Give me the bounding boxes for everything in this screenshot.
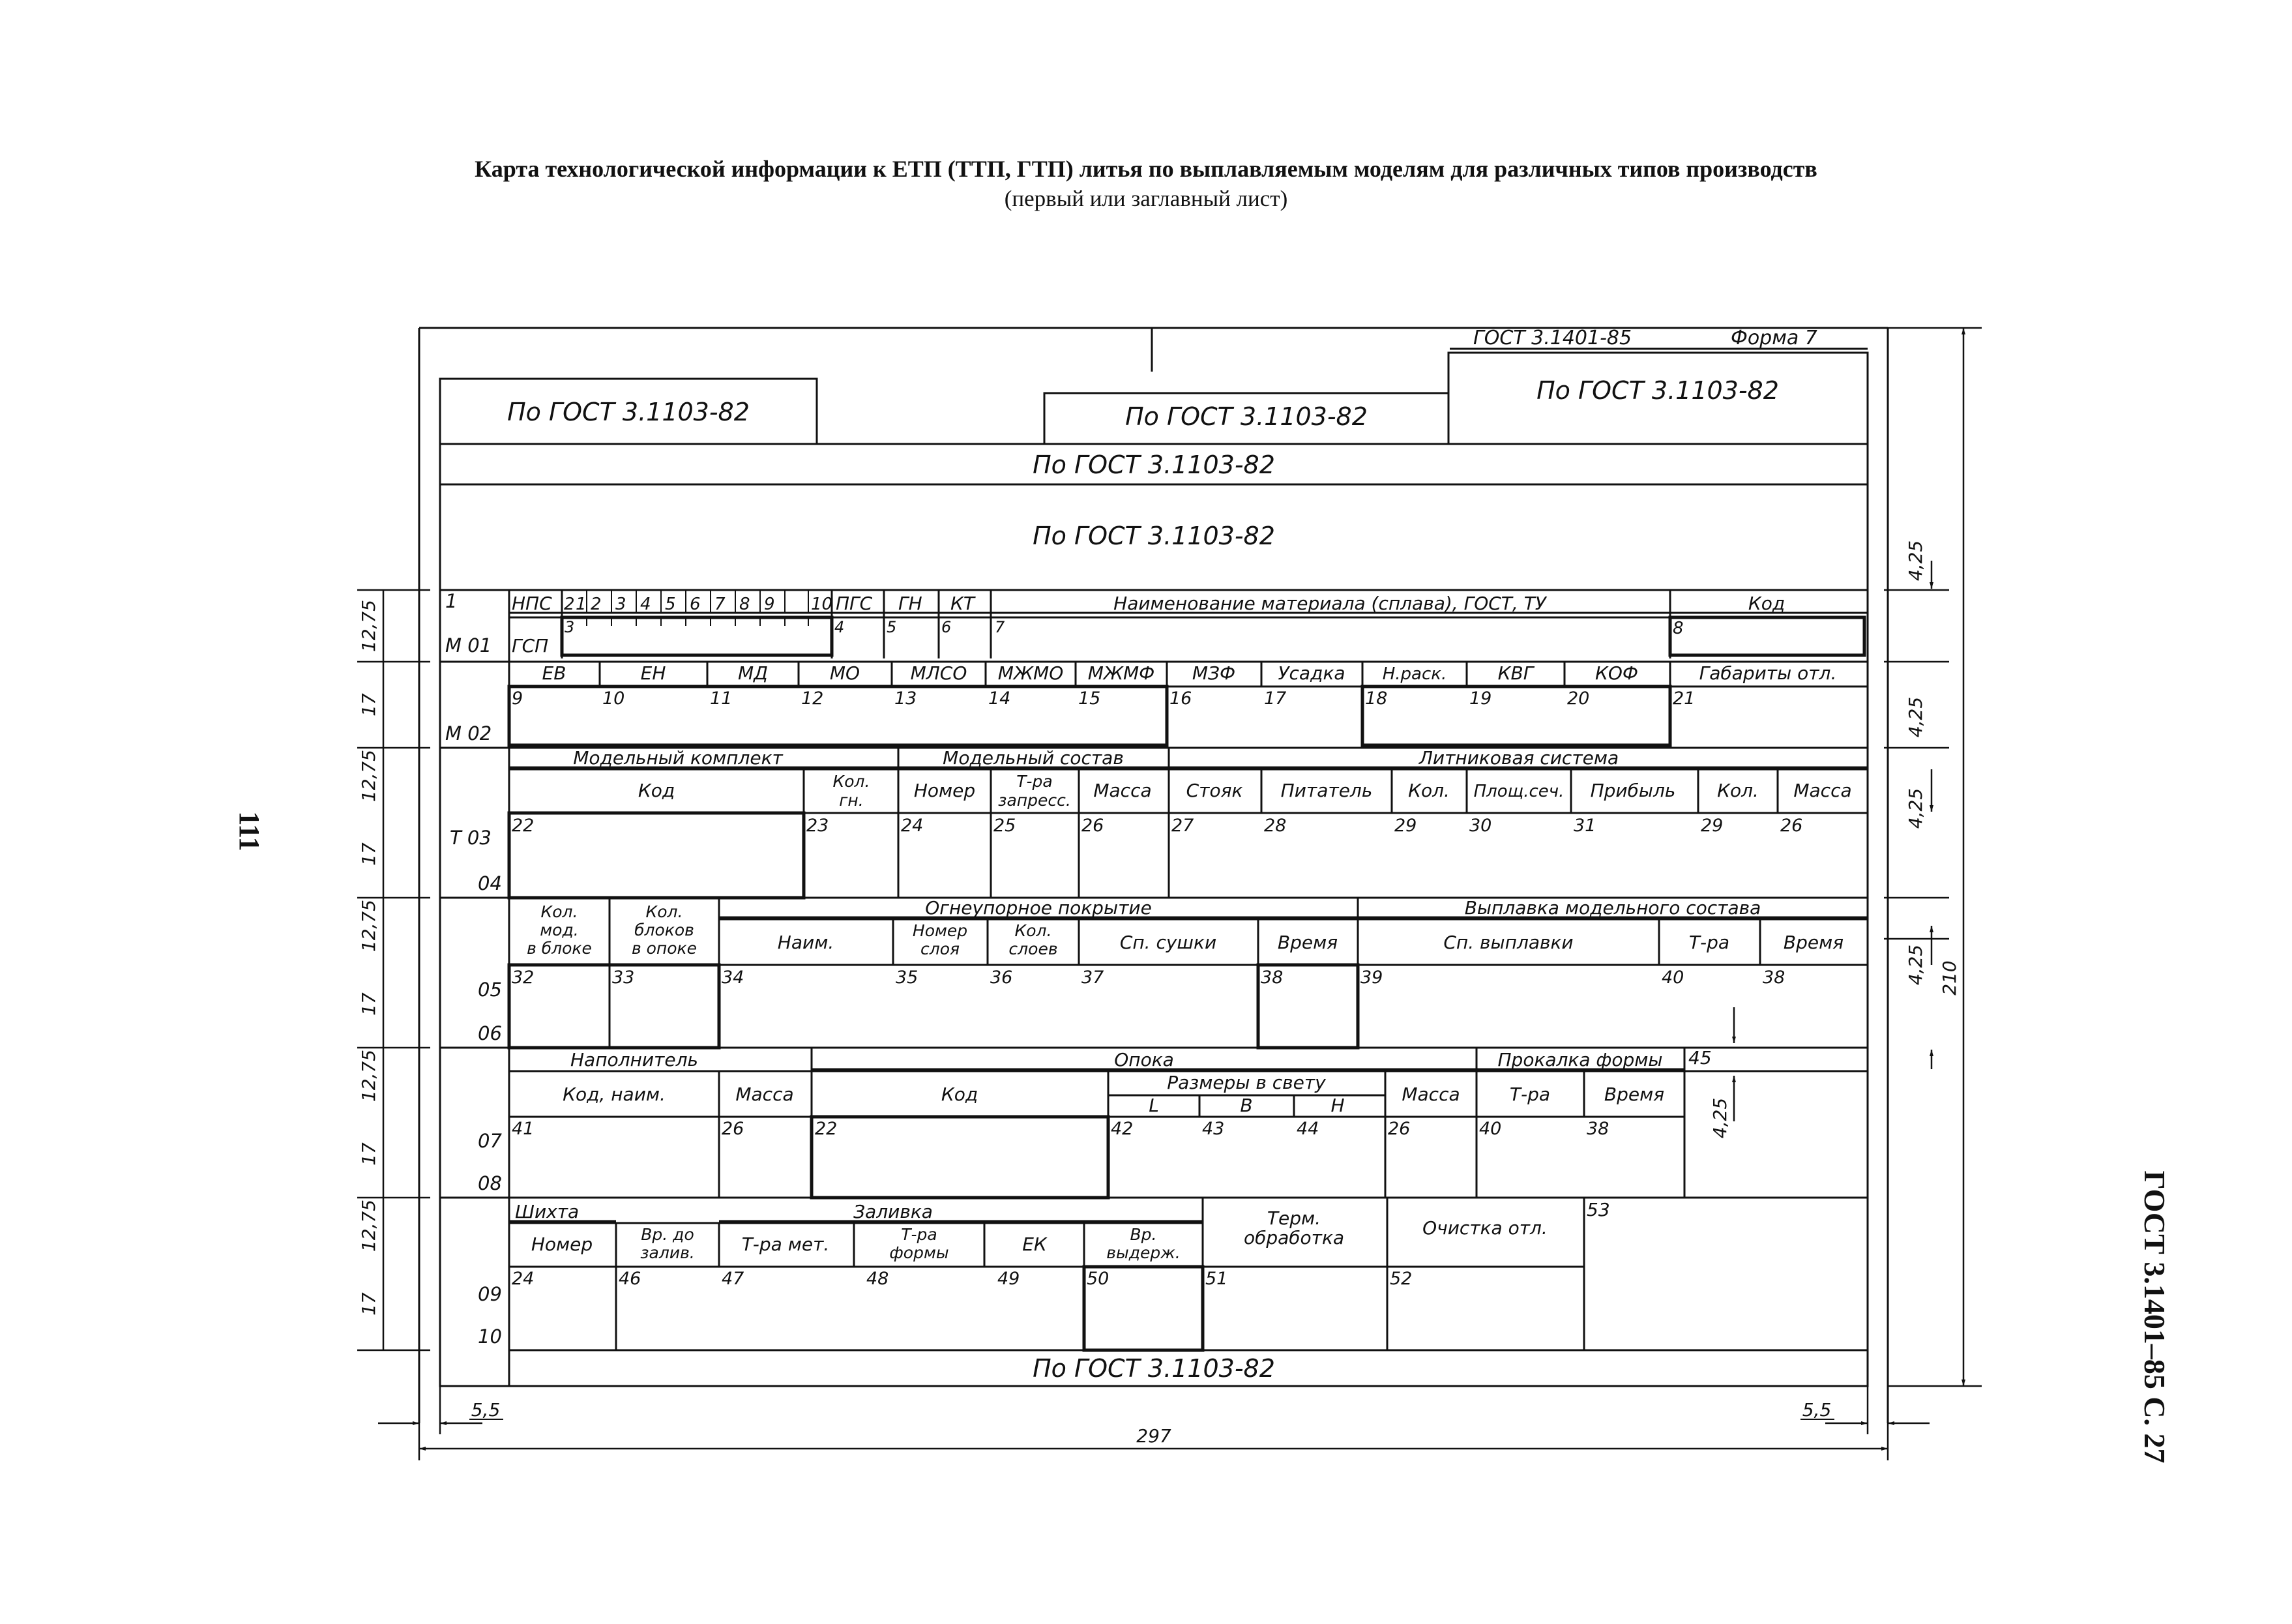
hdr-model-comp: Модельный состав — [943, 747, 1124, 769]
hdr-pribyl: Прибыль — [1590, 780, 1676, 801]
row-code-06: 06 — [478, 1022, 502, 1044]
num-29: 29 — [1394, 816, 1417, 836]
num-24: 24 — [901, 816, 924, 836]
hdr-gn: ГН — [898, 593, 922, 614]
num-26c: 26 — [722, 1119, 744, 1139]
row-code-m01: М 01 — [445, 634, 492, 657]
hdr-kol-gn-2: гн. — [839, 791, 864, 810]
hdr-n-rask: Н.раск. — [1382, 664, 1447, 684]
dim-1275-c: 12,75 — [358, 899, 379, 952]
hdr-massa-5: Масса — [735, 1084, 794, 1105]
ref-block-bottom: По ГОСТ 3.1103-82 — [1033, 1354, 1275, 1383]
hdr-vr-do-2: залив. — [640, 1243, 695, 1262]
hdr-tra-formy-2: формы — [889, 1243, 949, 1262]
num-25: 25 — [993, 816, 1016, 836]
hdr-tra-formy-1: Т-ра — [901, 1225, 937, 1244]
hdr-massa-3: Масса — [1093, 780, 1152, 801]
ref-block-row: По ГОСТ 3.1103-82 — [1033, 450, 1275, 479]
hdr-md: МД — [737, 662, 769, 684]
hdr-plosch: Площ.сеч. — [1473, 782, 1565, 801]
row-code-05: 05 — [478, 979, 502, 1001]
digit-8: 8 — [739, 595, 750, 614]
num-47: 47 — [722, 1269, 744, 1289]
hdr-nomer-sloya-1: Номер — [912, 921, 968, 940]
hdr-l: L — [1149, 1095, 1159, 1116]
num-22: 22 — [512, 816, 535, 836]
row-code-10: 10 — [478, 1325, 502, 1348]
hdr-kol-sloev-1: Кол. — [1014, 921, 1052, 940]
hdr-naim: Наим. — [777, 932, 834, 953]
num-27: 27 — [1171, 816, 1194, 836]
num-26d: 26 — [1388, 1119, 1411, 1139]
num-52: 52 — [1390, 1269, 1413, 1289]
num-23: 23 — [806, 816, 829, 836]
page-number: 111 — [233, 811, 265, 851]
hdr-material: Наименование материала (сплава), ГОСТ, ТУ — [1113, 593, 1546, 614]
hdr-nomer-sloya-2: слоя — [920, 939, 960, 958]
dim-297: 297 — [1136, 1425, 1171, 1447]
dim-17-a: 17 — [358, 693, 379, 716]
hdr-kol-mod-1: Кол. — [540, 902, 578, 921]
num-5: 5 — [887, 618, 897, 636]
num-26: 26 — [1081, 816, 1104, 836]
hdr-tra-2: запресс. — [998, 791, 1071, 810]
dim-55-right: 5,5 — [1802, 1399, 1832, 1421]
num-36: 36 — [990, 967, 1013, 988]
hdr-kol-gn-1: Кол. — [832, 772, 870, 791]
hdr-vremya-5: Время — [1604, 1084, 1665, 1105]
hdr-mzf: МЗФ — [1192, 662, 1236, 684]
num-22b: 22 — [815, 1119, 838, 1139]
hdr-kol-mod-3: в блоке — [527, 939, 592, 958]
num-45: 45 — [1688, 1047, 1712, 1069]
num-51: 51 — [1205, 1269, 1228, 1289]
hdr-mo: МО — [829, 662, 860, 684]
ref-block-right: По ГОСТ 3.1103-82 — [1536, 376, 1779, 405]
hdr-tra-1: Т-ра — [1016, 772, 1053, 791]
hdr-calc: Прокалка формы — [1497, 1049, 1663, 1070]
hdr-filler: Наполнитель — [570, 1049, 698, 1070]
num-29b: 29 — [1701, 816, 1724, 836]
dim-425-c: 4,25 — [1905, 788, 1926, 829]
hdr-h: Н — [1330, 1095, 1345, 1116]
hdr-kol-sloev-2: слоев — [1008, 939, 1058, 958]
hdr-vr-vyd-2: выдерж. — [1106, 1243, 1181, 1262]
hdr-vremya-4: Время — [1277, 932, 1338, 953]
dim-17-e: 17 — [358, 1292, 379, 1316]
num-38: 38 — [1261, 967, 1284, 988]
dim-17-c: 17 — [358, 992, 379, 1016]
dim-210: 210 — [1939, 960, 1960, 996]
page-side-label: ГОСТ 3.1401–85 С. 27 — [2138, 1170, 2171, 1464]
num-31: 31 — [1574, 816, 1596, 836]
row-code-09: 09 — [478, 1283, 502, 1305]
digit-5: 5 — [665, 595, 676, 614]
digit-6: 6 — [690, 595, 701, 614]
num-17: 17 — [1264, 688, 1287, 709]
hdr-kod-naim: Код, наим. — [563, 1084, 666, 1105]
hdr-model-kit: Модельный комплект — [573, 747, 783, 769]
row-code-1: 1 — [445, 590, 458, 612]
num-38c: 38 — [1587, 1119, 1609, 1139]
num-19: 19 — [1469, 688, 1492, 709]
hdr-shihta: Шихта — [515, 1201, 580, 1222]
num-37: 37 — [1081, 967, 1104, 988]
num-39: 39 — [1360, 967, 1383, 988]
hdr-kt: КТ — [950, 593, 975, 614]
ref-block-big: По ГОСТ 3.1103-82 — [1033, 522, 1275, 550]
hdr-vr-vyd-1: Вр. — [1130, 1225, 1157, 1244]
dim-425-d: 4,25 — [1905, 944, 1926, 986]
hdr-massa2-5: Масса — [1402, 1084, 1460, 1105]
num-43: 43 — [1202, 1119, 1225, 1139]
num-15: 15 — [1078, 688, 1101, 709]
row-code-04: 04 — [478, 872, 502, 894]
hdr-pitatel: Питатель — [1280, 780, 1373, 801]
dim-1275-b: 12,75 — [358, 749, 379, 803]
hdr-kol-blok-3: в опоке — [631, 939, 698, 958]
hdr-ek: ЕК — [1022, 1233, 1047, 1255]
gost-stamp: ГОСТ 3.1401-85 — [1473, 327, 1632, 349]
hdr-kod-3: Код — [638, 780, 675, 801]
hdr-tra-4: Т-ра — [1688, 932, 1730, 953]
num-9: 9 — [512, 688, 523, 709]
digit-7: 7 — [714, 595, 726, 614]
hdr-kvg: КВГ — [1497, 662, 1534, 684]
hdr-pgs: ПГС — [836, 593, 873, 614]
num-4: 4 — [834, 618, 845, 636]
dim-425-b: 4,25 — [1905, 696, 1926, 738]
hdr-kol-blok-1: Кол. — [645, 902, 683, 921]
hdr-nomer-3: Номер — [913, 780, 976, 801]
num-28: 28 — [1264, 816, 1287, 836]
hdr-gating: Литниковая система — [1418, 747, 1619, 769]
num-35: 35 — [896, 967, 918, 988]
dim-17-d: 17 — [358, 1142, 379, 1166]
row-code-07: 07 — [478, 1130, 502, 1152]
hdr-flask: Опока — [1114, 1049, 1174, 1070]
num-34: 34 — [722, 967, 744, 988]
num-18: 18 — [1365, 688, 1388, 709]
hdr-usadka: Усадка — [1278, 662, 1345, 684]
num-24b: 24 — [512, 1269, 535, 1289]
num-7: 7 — [995, 618, 1005, 636]
digit-9: 9 — [764, 595, 775, 614]
hdr-kod: Код — [1748, 593, 1785, 614]
num-40: 40 — [1662, 967, 1684, 988]
hdr-sp-vypl: Сп. выплавки — [1443, 932, 1574, 953]
hdr-tra-met: Т-ра мет. — [741, 1233, 830, 1255]
hdr-kof: КОФ — [1594, 662, 1639, 684]
hdr-tra-5: Т-ра — [1509, 1084, 1551, 1105]
digit-10: 10 — [811, 595, 833, 614]
dim-425-a: 4,25 — [1905, 540, 1926, 582]
hdr-kol-blok-2: блоков — [634, 921, 694, 939]
num-13: 13 — [894, 688, 917, 709]
num-44: 44 — [1297, 1119, 1319, 1139]
hdr-term-2: обработка — [1243, 1227, 1345, 1248]
hdr-stoyak: Стояк — [1186, 780, 1243, 801]
hdr-melt: Выплавка модельного состава — [1464, 897, 1761, 919]
digit-3: 3 — [615, 595, 626, 614]
dim-425-e: 4,25 — [1709, 1097, 1731, 1139]
hdr-term-1: Терм. — [1267, 1207, 1321, 1229]
hdr-en: ЕН — [640, 662, 666, 684]
num-53: 53 — [1587, 1199, 1610, 1220]
num-46: 46 — [619, 1269, 641, 1289]
hdr-gabarity: Габариты отл. — [1699, 662, 1837, 684]
num-41: 41 — [512, 1119, 535, 1139]
digit-1: 1 — [576, 595, 587, 614]
hdr-nps: НПС — [512, 593, 552, 614]
num-48: 48 — [866, 1269, 889, 1289]
hdr-massa2-3: Масса — [1793, 780, 1852, 801]
hdr-mlso: МЛСО — [910, 662, 967, 684]
hdr-ochistka: Очистка отл. — [1422, 1217, 1548, 1239]
hdr-vremya2-4: Время — [1783, 932, 1844, 953]
dim-1275-d: 12,75 — [358, 1049, 379, 1102]
hdr-kol-mod-2: мод. — [540, 921, 579, 939]
hdr-vr-do-1: Вр. до — [641, 1225, 694, 1244]
num-42: 42 — [1111, 1119, 1134, 1139]
num-10: 10 — [602, 688, 625, 709]
dim-1275-a: 12,75 — [358, 599, 379, 653]
num-8: 8 — [1673, 619, 1684, 638]
hdr-kol2-3: Кол. — [1717, 780, 1759, 801]
num-49: 49 — [997, 1269, 1020, 1289]
dim-55-left: 5,5 — [471, 1399, 501, 1421]
num-32: 32 — [512, 967, 535, 988]
num-12: 12 — [801, 688, 824, 709]
num-14: 14 — [988, 688, 1011, 709]
hdr-coating: Огнеупорное покрытие — [925, 897, 1152, 919]
hdr-mzhmf: МЖМФ — [1087, 662, 1155, 684]
hdr-nomer-6: Номер — [531, 1233, 593, 1255]
num-6: 6 — [941, 618, 952, 636]
document-title: Карта технологической информации к ЕТП (ТТП, ГТП) литья по выплавляемым моделям для различных типов производств — [475, 156, 1817, 182]
ref-block-left: По ГОСТ 3.1103-82 — [507, 398, 750, 426]
dim-17-b: 17 — [358, 842, 379, 866]
digit-2: 2 — [591, 595, 602, 614]
hdr-b: В — [1240, 1095, 1253, 1116]
num-20: 20 — [1567, 688, 1590, 709]
form-number: Форма 7 — [1731, 327, 1817, 349]
hdr-ev: ЕВ — [542, 662, 566, 684]
digit-4: 4 — [640, 595, 651, 614]
num-21: 21 — [1673, 688, 1696, 709]
hdr-razmery: Размеры в свету — [1167, 1072, 1326, 1093]
num-11: 11 — [710, 688, 733, 709]
hdr-kol-3: Кол. — [1408, 780, 1450, 801]
num-33: 33 — [612, 967, 635, 988]
num-40b: 40 — [1479, 1119, 1502, 1139]
hdr-zalivka: Заливка — [853, 1201, 933, 1222]
num-30: 30 — [1469, 816, 1492, 836]
hdr-mzhmo: МЖМО — [997, 662, 1064, 684]
hdr-sp-sushki: Сп. сушки — [1119, 932, 1217, 953]
row-code-m02: М 02 — [445, 722, 492, 745]
num-16: 16 — [1169, 688, 1192, 709]
row-code-08: 08 — [478, 1172, 502, 1194]
document-subtitle: (первый или заглавный лист) — [1004, 186, 1288, 211]
row-code-t03: Т 03 — [450, 827, 492, 849]
hdr-gsp: ГСП — [512, 635, 549, 657]
num-38b: 38 — [1763, 967, 1785, 988]
num-3: 3 — [565, 618, 575, 636]
ref-block-mid: По ГОСТ 3.1103-82 — [1125, 402, 1368, 431]
num-50: 50 — [1087, 1269, 1109, 1289]
digit-2a: 2 — [564, 595, 575, 614]
num-26b: 26 — [1780, 816, 1803, 836]
dim-1275-e: 12,75 — [358, 1199, 379, 1252]
hdr-kod-5: Код — [941, 1084, 978, 1105]
